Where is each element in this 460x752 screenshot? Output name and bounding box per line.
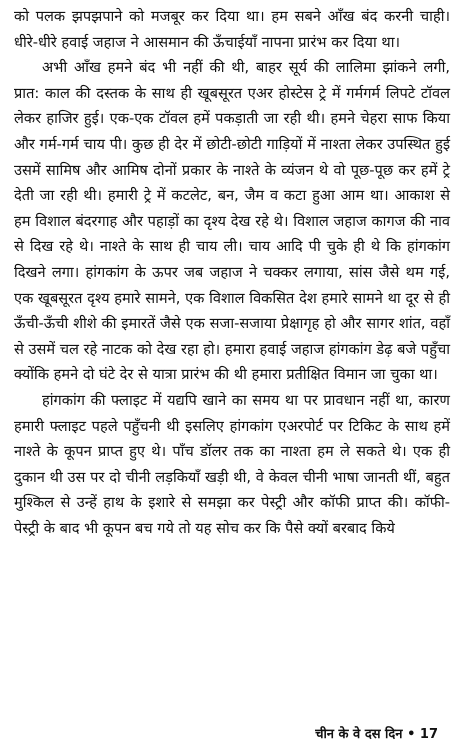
running-title: चीन के वे दस दिन <box>315 727 403 742</box>
paragraph-hongkong-flight: हांगकांग की फ्लाइट में यद्यपि खाने का समय था पर प्रावधान नहीं था, कारण हमारी फ्लाइट पहले पहुँचनी थी इसलिए हांगकांग एअरपोर्ट पर टिकिट के साथ हमें नाश्ते के कूपन प्राप्त हुए थे। पाँच डॉलर तक का नाश्ता हम ले सकते थे। एक ही दुकान थी उस पर दो चीनी लड़कियाँ खड़ी थी, वे केवल चीनी भाषा जानती थीं, बहुत मुश्किल से उन्हें हाथ के इशारे से समझा कर पेस्ट्री और कॉफी प्राप्त की। कॉफी-पेस्ट्री के बाद भी कूपन बच गये तो यह सोच कर कि पैसे क्यों बरबाद किये <box>14 391 450 537</box>
paragraph-airhostess-breakfast: अभी आँख हमने बंद भी नहीं की थी, बाहर सूर्य की लालिमा झांकने लगी, प्रात: काल की दस्तक के साथ ही खूबसूरत एअर होस्टेस ट्रे में गर्मगर्म लिपटे टॉवल लेकर हाजिर हुई। एक-एक टॉवल हमें पकड़ाती जा रही थी। हमने चेहरा साफ किया और गर्म-गर्म चाय पी। कुछ ही देर में छोटी-छोटी गाड़ियों में नाश्ता लेकर उपस्थित हुई उसमें सामिष और आमिष दोनों प्रकार के नाश्ते के व्यंजन थे वो पूछ-पूछ कर हमें ट्रे देती जा रही थी। हमारी ट्रे में कटलेट, बन, जैम व कटा हुआ आम था। आकाश से हम विशाल बंदरगाह और पहाड़ों का दृश्य देख रहे थे। विशाल जहाज कागज की नाव से दिख रहे थे। नाश्ते के साथ ही चाय ली। चाय आदि पी चुके ही थे कि हांगकांग दिखने लगा। हांगकांग के ऊपर जब जहाज ने चक्कर लगाया, सांस जैसे थम गई, एक खूबसूरत दृश्य हमारे सामने, एक विशाल विकसित देश हमारे सामने था दूर से ही ऊँची-ऊँची शीशे की इमारतें जैसे एक सजा-सजाया प्रेक्षागृह हो और सागर शांत, वहाँ से उसमें चल रहे नाटक को देख रहा हो। हमारा हवाई जहाज हांगकांग डेढ़ बजे पहुँचा क्योंकि हमने दो घंटे देर से यात्रा प्रारंभ की थी हमारा प्रतीक्षित विमान जा चुका था। <box>14 59 450 384</box>
page-number: 17 <box>419 727 438 742</box>
page-footer <box>315 724 438 742</box>
body-text <box>14 4 450 541</box>
footer-bullet: • <box>407 727 416 742</box>
paragraph-continuation: को पलक झपझपाने को मजबूर कर दिया था। हम सबने आँख बंद करनी चाही। धीरे-धीरे हवाई जहाज ने आसमान की ऊँचाईयाँ नापना प्रारंभ कर दिया था। <box>14 8 450 51</box>
